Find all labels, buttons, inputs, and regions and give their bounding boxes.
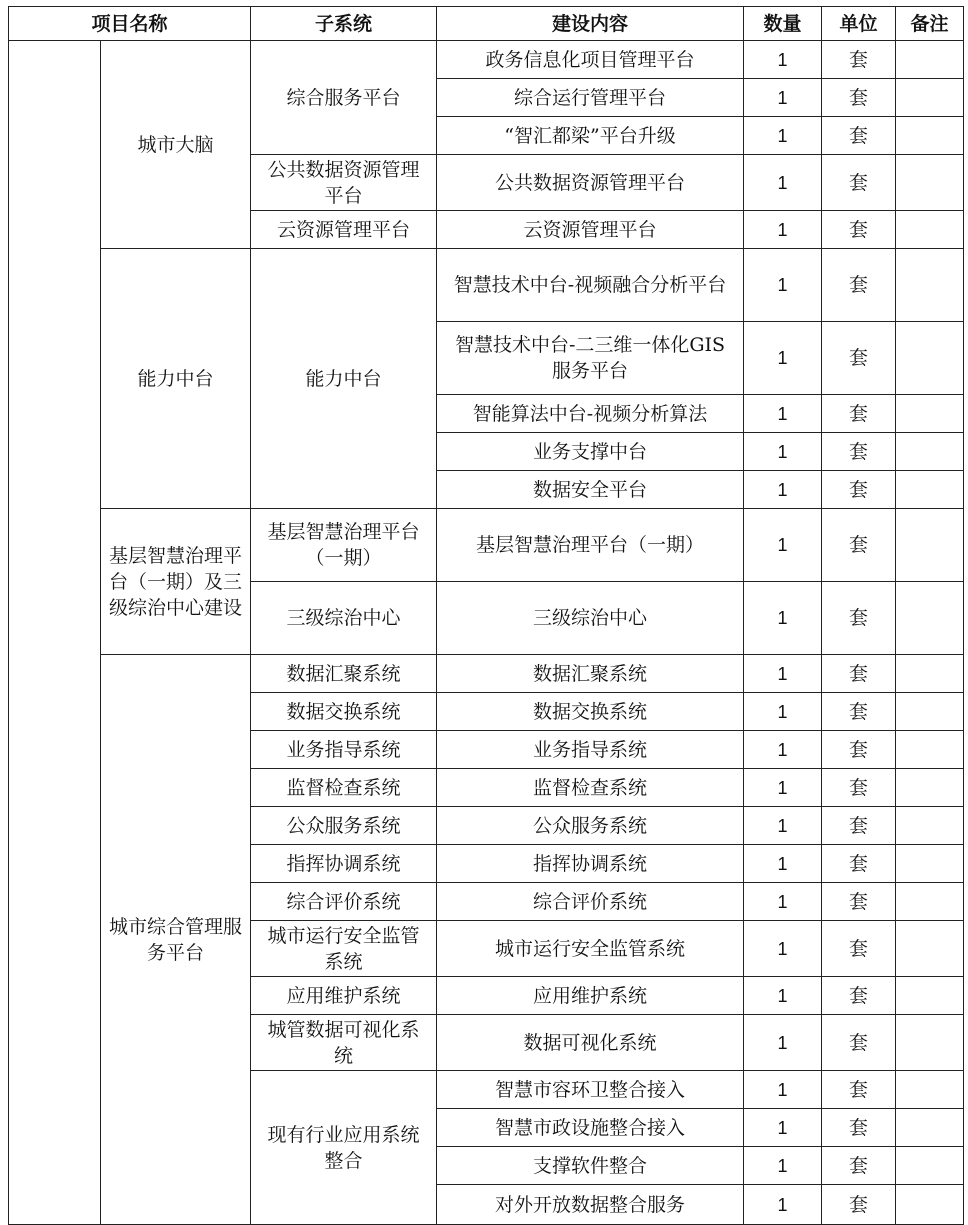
quantity-cell: 1	[744, 155, 822, 211]
quantity-cell: 1	[744, 921, 822, 977]
content-cell: 智慧技术中台-视频融合分析平台	[437, 249, 744, 322]
content-cell: 基层智慧治理平台（一期）	[437, 509, 744, 582]
unit-cell: 套	[822, 509, 896, 582]
unit-cell: 套	[822, 433, 896, 471]
remark-cell	[896, 1185, 964, 1225]
remark-cell	[896, 731, 964, 769]
remark-cell	[896, 1109, 964, 1147]
unit-cell: 套	[822, 1147, 896, 1185]
quantity-cell: 1	[744, 1109, 822, 1147]
quantity-cell: 1	[744, 79, 822, 117]
subsystem-cell: 三级综治中心	[251, 582, 437, 655]
subsystem-cell: 综合评价系统	[251, 883, 437, 921]
content-cell: “智汇都梁”平台升级	[437, 117, 744, 155]
subsystem-cell: 数据交换系统	[251, 693, 437, 731]
content-cell: 综合运行管理平台	[437, 79, 744, 117]
project-cell: 城市综合管理服务平台	[101, 655, 251, 1225]
unit-cell: 套	[822, 1185, 896, 1225]
header-subsystem: 子系统	[251, 7, 437, 41]
content-cell: 数据交换系统	[437, 693, 744, 731]
content-cell: 政务信息化项目管理平台	[437, 41, 744, 79]
remark-cell	[896, 845, 964, 883]
remark-cell	[896, 249, 964, 322]
subsystem-cell: 现有行业应用系统整合	[251, 1071, 437, 1225]
remark-cell	[896, 471, 964, 509]
subsystem-cell: 公众服务系统	[251, 807, 437, 845]
subsystem-cell: 综合服务平台	[251, 41, 437, 155]
quantity-cell: 1	[744, 769, 822, 807]
content-cell: 城市运行安全监管系统	[437, 921, 744, 977]
remark-cell	[896, 211, 964, 249]
header-project-name: 项目名称	[9, 7, 251, 41]
remark-cell	[896, 655, 964, 693]
unit-cell: 套	[822, 1015, 896, 1071]
content-cell: 公共数据资源管理平台	[437, 155, 744, 211]
quantity-cell: 1	[744, 807, 822, 845]
quantity-cell: 1	[744, 1071, 822, 1109]
quantity-cell: 1	[744, 322, 822, 395]
unit-cell: 套	[822, 807, 896, 845]
quantity-cell: 1	[744, 655, 822, 693]
subsystem-cell: 应用维护系统	[251, 977, 437, 1015]
unit-cell: 套	[822, 883, 896, 921]
unit-cell: 套	[822, 117, 896, 155]
subsystem-cell: 能力中台	[251, 249, 437, 509]
content-cell: 数据汇聚系统	[437, 655, 744, 693]
project-cell: 能力中台	[101, 249, 251, 509]
table-row	[9, 655, 964, 693]
unit-cell: 套	[822, 1071, 896, 1109]
remark-cell	[896, 921, 964, 977]
remark-cell	[896, 769, 964, 807]
quantity-cell: 1	[744, 1185, 822, 1225]
header-row	[9, 7, 964, 41]
content-cell: 指挥协调系统	[437, 845, 744, 883]
unit-cell: 套	[822, 921, 896, 977]
remark-cell	[896, 582, 964, 655]
quantity-cell: 1	[744, 1147, 822, 1185]
unit-cell: 套	[822, 1109, 896, 1147]
header-content: 建设内容	[437, 7, 744, 41]
table-row	[9, 41, 964, 79]
subsystem-cell: 监督检查系统	[251, 769, 437, 807]
quantity-cell: 1	[744, 41, 822, 79]
remark-cell	[896, 395, 964, 433]
content-cell: 三级综治中心	[437, 582, 744, 655]
content-cell: 智慧市政设施整合接入	[437, 1109, 744, 1147]
quantity-cell: 1	[744, 395, 822, 433]
quantity-cell: 1	[744, 582, 822, 655]
unit-cell: 套	[822, 155, 896, 211]
subsystem-cell: 基层智慧治理平台（一期）	[251, 509, 437, 582]
content-cell: 应用维护系统	[437, 977, 744, 1015]
remark-cell	[896, 509, 964, 582]
unit-cell: 套	[822, 395, 896, 433]
quantity-cell: 1	[744, 731, 822, 769]
remark-cell	[896, 1147, 964, 1185]
content-cell: 监督检查系统	[437, 769, 744, 807]
content-cell: 数据可视化系统	[437, 1015, 744, 1071]
remark-cell	[896, 79, 964, 117]
unit-cell: 套	[822, 41, 896, 79]
quantity-cell: 1	[744, 845, 822, 883]
unit-cell: 套	[822, 769, 896, 807]
content-cell: 支撑软件整合	[437, 1147, 744, 1185]
unit-cell: 套	[822, 471, 896, 509]
header-unit: 单位	[822, 7, 896, 41]
quantity-cell: 1	[744, 249, 822, 322]
remark-cell	[896, 117, 964, 155]
subsystem-cell: 指挥协调系统	[251, 845, 437, 883]
content-cell: 业务支撑中台	[437, 433, 744, 471]
outer-category-cell	[9, 41, 101, 1225]
content-cell: 智慧技术中台-二三维一体化GIS 服务平台	[437, 322, 744, 395]
quantity-cell: 1	[744, 117, 822, 155]
content-cell: 智慧市容环卫整合接入	[437, 1071, 744, 1109]
quantity-cell: 1	[744, 471, 822, 509]
header-remark: 备注	[896, 7, 964, 41]
content-cell: 业务指导系统	[437, 731, 744, 769]
remark-cell	[896, 433, 964, 471]
unit-cell: 套	[822, 731, 896, 769]
remark-cell	[896, 322, 964, 395]
unit-cell: 套	[822, 322, 896, 395]
remark-cell	[896, 1071, 964, 1109]
quantity-cell: 1	[744, 1015, 822, 1071]
table-row	[9, 249, 964, 322]
subsystem-cell: 城市运行安全监管系统	[251, 921, 437, 977]
quantity-cell: 1	[744, 883, 822, 921]
remark-cell	[896, 977, 964, 1015]
project-cell: 城市大脑	[101, 41, 251, 249]
subsystem-cell: 城管数据可视化系统	[251, 1015, 437, 1071]
unit-cell: 套	[822, 977, 896, 1015]
subsystem-cell: 公共数据资源管理平台	[251, 155, 437, 211]
remark-cell	[896, 693, 964, 731]
table-row	[9, 509, 964, 582]
content-cell: 智能算法中台-视频分析算法	[437, 395, 744, 433]
project-table	[8, 6, 964, 1225]
unit-cell: 套	[822, 582, 896, 655]
content-cell: 综合评价系统	[437, 883, 744, 921]
quantity-cell: 1	[744, 977, 822, 1015]
remark-cell	[896, 155, 964, 211]
quantity-cell: 1	[744, 433, 822, 471]
content-cell: 数据安全平台	[437, 471, 744, 509]
header-quantity: 数量	[744, 7, 822, 41]
remark-cell	[896, 883, 964, 921]
quantity-cell: 1	[744, 509, 822, 582]
unit-cell: 套	[822, 845, 896, 883]
remark-cell	[896, 41, 964, 79]
quantity-cell: 1	[744, 211, 822, 249]
subsystem-cell: 业务指导系统	[251, 731, 437, 769]
remark-cell	[896, 1015, 964, 1071]
remark-cell	[896, 807, 964, 845]
project-cell: 基层智慧治理平台（一期）及三级综治中心建设	[101, 509, 251, 655]
subsystem-cell: 数据汇聚系统	[251, 655, 437, 693]
unit-cell: 套	[822, 655, 896, 693]
quantity-cell: 1	[744, 693, 822, 731]
unit-cell: 套	[822, 693, 896, 731]
unit-cell: 套	[822, 211, 896, 249]
content-cell: 公众服务系统	[437, 807, 744, 845]
unit-cell: 套	[822, 249, 896, 322]
subsystem-cell: 云资源管理平台	[251, 211, 437, 249]
content-cell: 对外开放数据整合服务	[437, 1185, 744, 1225]
unit-cell: 套	[822, 79, 896, 117]
content-cell: 云资源管理平台	[437, 211, 744, 249]
